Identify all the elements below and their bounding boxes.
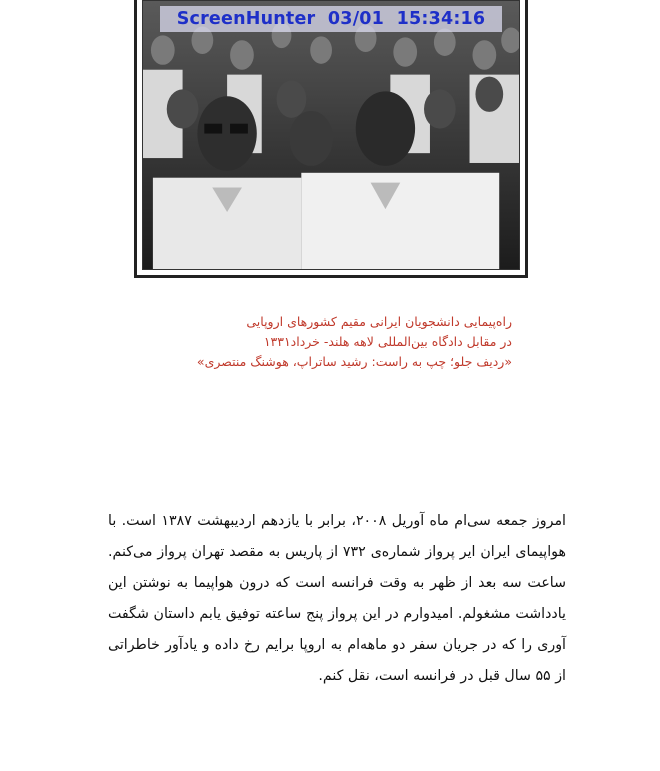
- crowd-photo-drawing: [143, 1, 519, 269]
- caption-line-3: «ردیف جلو؛ چپ به راست: رشید ساتراپ، هوشنگ منتصری»: [196, 354, 512, 369]
- photo-caption: [150, 312, 512, 372]
- screenhunter-watermark: ScreenHunter 03/01 15:34:16: [160, 6, 502, 32]
- caption-line-1: راه‌پیمایی دانشجویان ایرانی مقیم کشورهای اروپایی: [246, 314, 512, 329]
- caption-line-2: در مقابل دادگاه بین‌المللی لاهه هلند- خرداد۱۳۳۱: [263, 334, 512, 349]
- crowd-photo-icon: [142, 0, 520, 270]
- body-paragraph: امروز جمعه سی‌ام ماه آوریل ۲۰۰۸، برابر با یازدهم اردیبهشت ۱۳۸۷ است. با هواپیمای ایران ایر پرواز شماره‌ی ۷۳۲ از پاریس به مقصد تهران پرواز می‌کنم. ساعت سه بعد از ظهر به وقت فرانسه است که درون هواپیما به نوشتن این یادداشت مشغولم. امیدوارم در این پرواز پنج ساعته توفیق یابم داستان شگفت آوری را که در جریان سفر دو ماهه‌ام به اروپا برایم رخ داده و یادآور خاطراتی از ۵۵ سال قبل در فرانسه است، نقل کنم.: [108, 513, 566, 684]
- photo-frame: [134, 0, 528, 278]
